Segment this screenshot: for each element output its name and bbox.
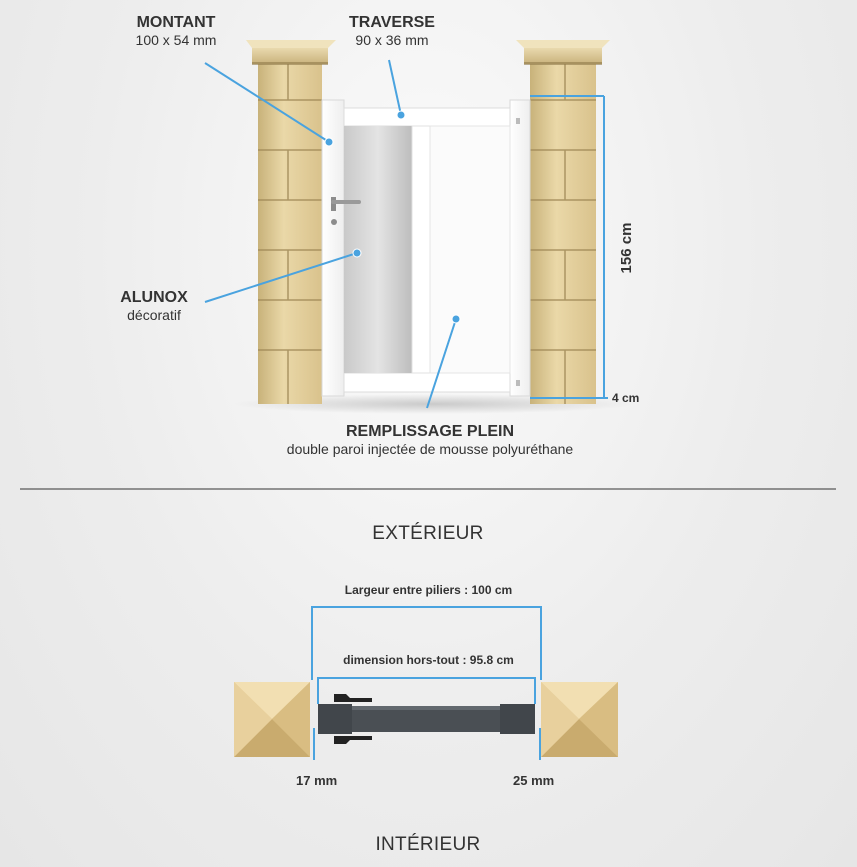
- left-post-top: [234, 682, 310, 757]
- solid-panel: [430, 126, 510, 373]
- gate-profile: [318, 704, 535, 734]
- callout-remplissage-sub: double paroi injectée de mousse polyuréthane: [286, 441, 574, 457]
- right-post-top: [541, 682, 618, 757]
- callout-alunox-sub: décoratif: [127, 307, 181, 323]
- callout-montant-sub: 100 x 54 mm: [135, 32, 217, 48]
- lock-icon: [331, 219, 337, 225]
- plan-view: [234, 607, 618, 760]
- callout-traverse-title: TRAVERSE: [349, 14, 435, 31]
- gap-right-label: 25 mm: [513, 773, 555, 788]
- callout-montant-title: MONTANT: [136, 14, 216, 31]
- height-label: 156 cm: [618, 222, 635, 274]
- ground-gap-label: 4 cm: [612, 391, 640, 405]
- callout-traverse: [330, 14, 454, 48]
- hinge-icon: [516, 118, 520, 124]
- callout-montant: [118, 14, 234, 48]
- gate: [322, 100, 530, 396]
- gap-left-label: 17 mm: [296, 773, 338, 788]
- exterior-heading: EXTÉRIEUR: [372, 523, 484, 544]
- interior-heading: INTÉRIEUR: [375, 834, 481, 855]
- callout-alunox: [104, 289, 204, 323]
- overall-dimension-label: dimension hors-tout : 95.8 cm: [343, 653, 514, 667]
- callout-remplissage: [230, 423, 630, 457]
- callout-alunox-title: ALUNOX: [120, 289, 188, 306]
- callout-traverse-sub: 90 x 36 mm: [355, 32, 429, 48]
- width-between-pillars-label: Largeur entre piliers : 100 cm: [344, 583, 513, 597]
- callout-remplissage-title: REMPLISSAGE PLEIN: [345, 423, 515, 440]
